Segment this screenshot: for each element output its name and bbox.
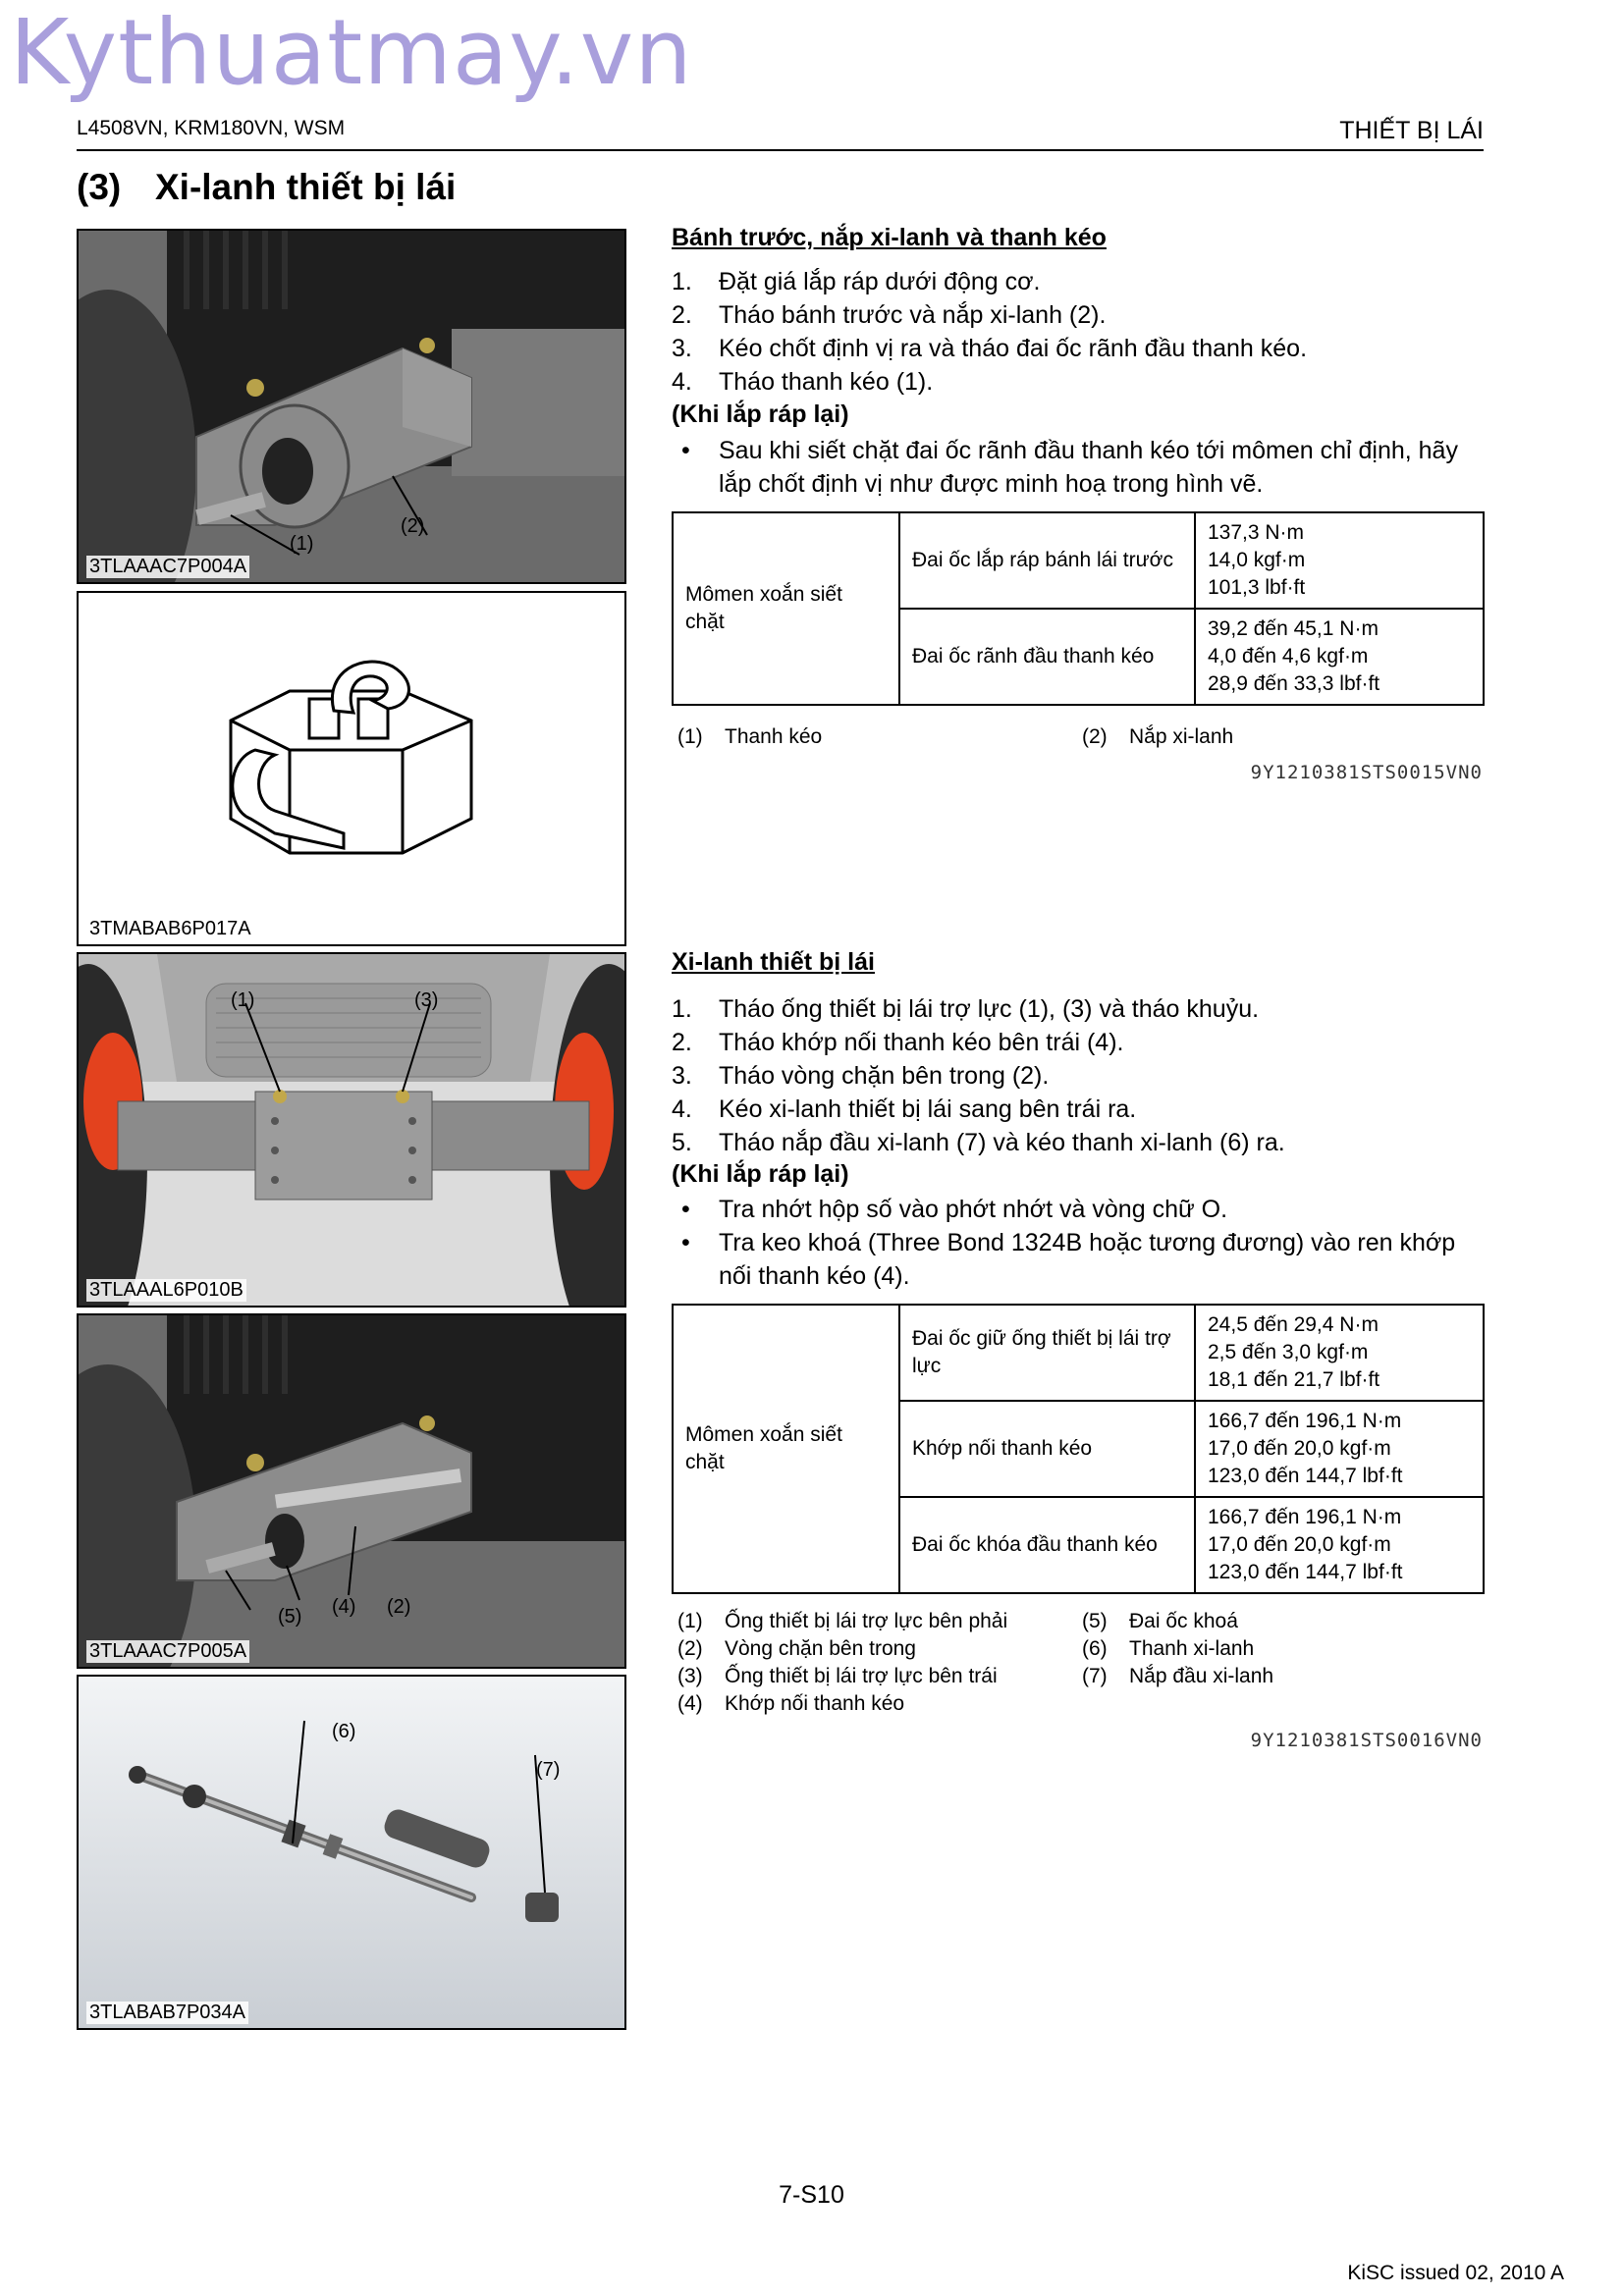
step-item: 3. Kéo chốt định vị ra và tháo đai ốc rãnh đầu thanh kéo. — [672, 335, 1308, 362]
figure-front-axle-photo — [77, 952, 626, 1308]
legend-item: (2) Vòng chặn bên trong — [677, 1637, 916, 1660]
section-title-text: Xi-lanh thiết bị lái — [155, 167, 457, 207]
callout-1: (1) — [231, 989, 255, 1011]
block2-torque-table — [672, 1304, 1485, 1594]
bullet-item: • Sau khi siết chặt đai ốc rãnh đầu thanh kéo tới mômen chỉ định, hãy lắp chốt định vị như được minh hoạ trong hình vẽ. — [681, 437, 1458, 498]
legend-item: (1) Thanh kéo — [677, 725, 823, 748]
legend-left-column — [677, 1608, 1082, 1718]
step-item: 4. Tháo thanh kéo (1). — [672, 368, 934, 396]
header-chapter: THIẾT BỊ LÁI — [1339, 117, 1484, 144]
step-item: 2. Tháo khớp nối thanh kéo bên trái (4). — [672, 1029, 1124, 1056]
block2-steps — [672, 992, 1487, 1159]
block2-bullets — [672, 1193, 1487, 1293]
front-axle-photo-illustration — [79, 954, 624, 1306]
torque-value: 39,2 đến 45,1 N·m 4,0 đến 4,6 kgf·m 28,9 đến 33,3 lbf·ft — [1195, 609, 1484, 705]
figure-tie-rod-photo — [77, 229, 626, 584]
torque-label: Mômen xoắn siết chặt — [673, 512, 899, 705]
block1-doc-code: 9Y1210381STS0015VN0 — [1250, 762, 1483, 783]
callout-2: (2) — [401, 515, 425, 537]
block2-title: Xi-lanh thiết bị lái — [672, 948, 875, 976]
callout-4: (4) — [332, 1596, 356, 1618]
block2-reassembly-heading: (Khi lắp ráp lại) — [672, 1160, 849, 1188]
legend-item: (7) Nắp đầu xi-lanh — [1082, 1665, 1274, 1687]
page-number: 7-S10 — [779, 2181, 844, 2209]
figure-code: 3TLAAAL6P010B — [86, 1279, 246, 1302]
torque-value: 24,5 đến 29,4 N·m 2,5 đến 3,0 kgf·m 18,1 đến 21,7 lbf·ft — [1195, 1305, 1484, 1401]
figure-cylinder-photo — [77, 1313, 626, 1669]
torque-value: 137,3 N·m 14,0 kgf·m 101,3 lbf·ft — [1195, 512, 1484, 609]
callout-5: (5) — [278, 1606, 302, 1628]
block1-legend — [677, 723, 1483, 751]
figure-code: 3TLAAAC7P005A — [86, 1640, 249, 1663]
legend-right-column — [1082, 1608, 1273, 1718]
torque-item: Đai ốc lắp ráp bánh lái trước — [899, 512, 1195, 609]
section-number: (3) — [77, 167, 122, 207]
bullet-item: • Tra keo khoá (Three Bond 1324B hoặc tương đương) vào ren khớp nối thanh kéo (4). — [681, 1229, 1456, 1290]
watermark: Kythuatmay.vn — [10, 0, 693, 105]
block2-legend — [677, 1608, 1483, 1718]
callout-2: (2) — [387, 1596, 411, 1618]
castle-nut-illustration — [79, 593, 624, 944]
legend-item: (4) Khớp nối thanh kéo — [677, 1692, 905, 1715]
torque-label: Mômen xoắn siết chặt — [673, 1305, 899, 1593]
callout-3: (3) — [414, 989, 439, 1011]
block2-doc-code: 9Y1210381STS0016VN0 — [1250, 1730, 1483, 1751]
block1-steps — [672, 265, 1487, 399]
figure-code: 3TLAAAC7P004A — [86, 556, 249, 578]
callout-6: (6) — [332, 1721, 356, 1742]
torque-value: 166,7 đến 196,1 N·m 17,0 đến 20,0 kgf·m 123,0 đến 144,7 lbf·ft — [1195, 1497, 1484, 1593]
legend-item: (6) Thanh xi-lanh — [1082, 1637, 1255, 1660]
step-item: 2. Tháo bánh trước và nắp xi-lanh (2). — [672, 301, 1107, 329]
legend-item: (1) Ống thiết bị lái trợ lực bên phải — [677, 1610, 1008, 1632]
torque-value: 166,7 đến 196,1 N·m 17,0 đến 20,0 kgf·m 123,0 đến 144,7 lbf·ft — [1195, 1401, 1484, 1497]
block1-title: Bánh trước, nắp xi-lanh và thanh kéo — [672, 224, 1107, 251]
figure-rod-cover-photo — [77, 1675, 626, 2030]
header-model: L4508VN, KRM180VN, WSM — [77, 117, 346, 139]
header-rule — [77, 149, 1484, 151]
torque-item: Khớp nối thanh kéo — [899, 1401, 1195, 1497]
legend-item: (5) Đai ốc khoá — [1082, 1610, 1238, 1632]
callout-1: (1) — [290, 533, 314, 555]
step-item: 3. Tháo vòng chặn bên trong (2). — [672, 1062, 1050, 1090]
torque-item: Đai ốc rãnh đầu thanh kéo — [899, 609, 1195, 705]
bullet-item: • Tra nhớt hộp số vào phớt nhớt và vòng chữ O. — [681, 1196, 1228, 1223]
block1-bullets — [672, 434, 1487, 501]
step-item: 5. Tháo nắp đầu xi-lanh (7) và kéo thanh xi-lanh (6) ra. — [672, 1129, 1285, 1156]
block1-torque-table — [672, 511, 1485, 706]
block1-reassembly-heading: (Khi lắp ráp lại) — [672, 400, 849, 428]
figure-code: 3TMABAB6P017A — [86, 918, 254, 940]
callout-7: (7) — [536, 1759, 561, 1781]
legend-item: (3) Ống thiết bị lái trợ lực bên trái — [677, 1665, 998, 1687]
torque-item: Đai ốc giữ ống thiết bị lái trợ lực — [899, 1305, 1195, 1401]
step-item: 1. Đặt giá lắp ráp dưới động cơ. — [672, 268, 1041, 295]
figure-castle-nut-drawing — [77, 591, 626, 946]
tie-rod-photo-illustration — [79, 231, 624, 582]
step-item: 1. Tháo ống thiết bị lái trợ lực (1), (3) và tháo khuỷu. — [672, 995, 1260, 1023]
torque-item: Đai ốc khóa đầu thanh kéo — [899, 1497, 1195, 1593]
section-title — [77, 167, 456, 208]
step-item: 4. Kéo xi-lanh thiết bị lái sang bên trái ra. — [672, 1095, 1137, 1123]
figure-code: 3TLABAB7P034A — [86, 2002, 248, 2024]
legend-item: (2) Nắp xi-lanh — [1082, 725, 1234, 748]
footer-issue: KiSC issued 02, 2010 A — [1347, 2262, 1564, 2284]
